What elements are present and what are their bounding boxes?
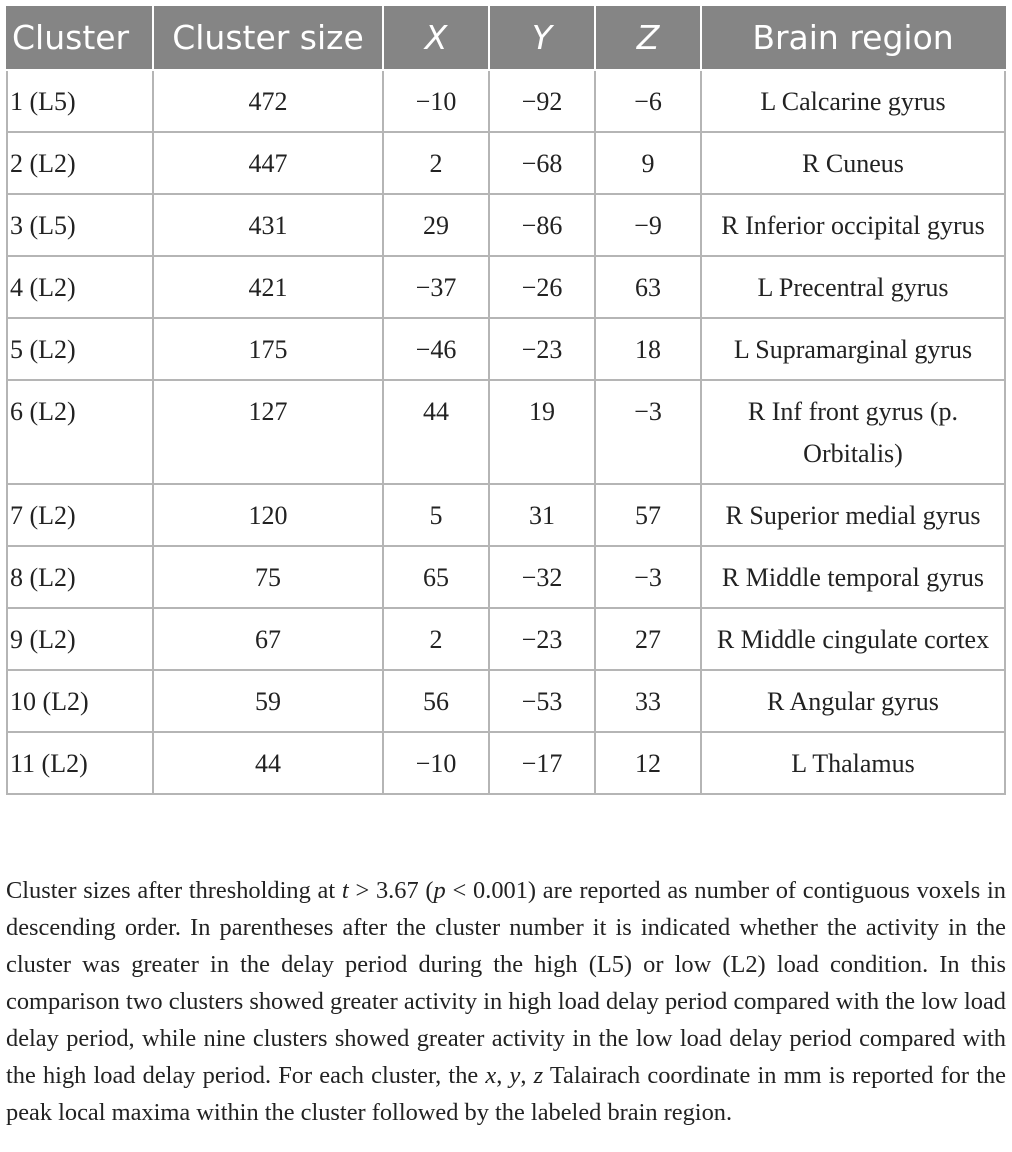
- cell-cluster-size: 421: [153, 256, 383, 318]
- cell-x: 44: [383, 380, 489, 484]
- cell-cluster-size: 120: [153, 484, 383, 546]
- caption-text: Talairach coordinate in mm is reported for the peak local maxima within the cluster followed by the labeled brain region.: [6, 1062, 1007, 1127]
- cell-x: −10: [383, 70, 489, 132]
- cell-brain-region: R Middle temporal gyrus: [701, 546, 1005, 608]
- caption-x-symbol: x: [485, 1062, 497, 1090]
- cell-y: −92: [489, 70, 595, 132]
- caption-text: > 3.67 (: [348, 877, 434, 905]
- cell-brain-region: R Superior medial gyrus: [701, 484, 1005, 546]
- caption-text: Cluster sizes after thresholding at: [6, 877, 342, 905]
- cell-cluster: 6 (L2): [7, 380, 153, 484]
- cell-cluster-size: 59: [153, 670, 383, 732]
- cell-cluster: 10 (L2): [7, 670, 153, 732]
- cell-z: −6: [595, 70, 701, 132]
- header-cluster-size: Cluster size: [153, 6, 383, 70]
- cell-brain-region: L Precentral gyrus: [701, 256, 1005, 318]
- caption-t-symbol: t: [341, 877, 349, 905]
- cell-y: 31: [489, 484, 595, 546]
- table-body: [7, 70, 1005, 794]
- caption-text: ,: [496, 1062, 510, 1090]
- cell-y: −86: [489, 194, 595, 256]
- table-row: [7, 132, 1005, 194]
- cell-cluster-size: 75: [153, 546, 383, 608]
- cell-cluster-size: 44: [153, 732, 383, 794]
- cell-x: 29: [383, 194, 489, 256]
- table-caption: [6, 872, 1006, 1131]
- cell-z: 12: [595, 732, 701, 794]
- header-brain-region: Brain region: [701, 6, 1005, 70]
- caption-y-symbol: y: [509, 1062, 521, 1090]
- cell-y: −26: [489, 256, 595, 318]
- header-z: Z: [595, 6, 701, 70]
- cell-x: −37: [383, 256, 489, 318]
- cell-cluster-size: 175: [153, 318, 383, 380]
- cell-y: −32: [489, 546, 595, 608]
- table-row: [7, 380, 1005, 484]
- cell-cluster: 5 (L2): [7, 318, 153, 380]
- cell-brain-region: R Cuneus: [701, 132, 1005, 194]
- cell-cluster: 2 (L2): [7, 132, 153, 194]
- cell-z: −3: [595, 380, 701, 484]
- cell-cluster-size: 431: [153, 194, 383, 256]
- table-row: [7, 484, 1005, 546]
- cell-cluster-size: 472: [153, 70, 383, 132]
- cell-y: −23: [489, 318, 595, 380]
- cell-brain-region: L Supramarginal gyrus: [701, 318, 1005, 380]
- header-cluster: Cluster: [7, 6, 153, 70]
- cell-cluster: 9 (L2): [7, 608, 153, 670]
- cell-y: −53: [489, 670, 595, 732]
- cell-x: −10: [383, 732, 489, 794]
- cell-x: 2: [383, 132, 489, 194]
- cell-cluster-size: 127: [153, 380, 383, 484]
- caption-z-symbol: z: [533, 1062, 544, 1090]
- cell-x: 56: [383, 670, 489, 732]
- cell-cluster: 7 (L2): [7, 484, 153, 546]
- table-row: [7, 732, 1005, 794]
- cell-z: 33: [595, 670, 701, 732]
- cell-cluster: 8 (L2): [7, 546, 153, 608]
- header-y: Y: [489, 6, 595, 70]
- cluster-table: [6, 6, 1006, 795]
- table-row: [7, 256, 1005, 318]
- cell-brain-region: L Thalamus: [701, 732, 1005, 794]
- cell-brain-region: R Angular gyrus: [701, 670, 1005, 732]
- table-row: [7, 318, 1005, 380]
- cell-brain-region: R Inferior occipital gyrus: [701, 194, 1005, 256]
- cell-x: 5: [383, 484, 489, 546]
- cell-cluster: 3 (L5): [7, 194, 153, 256]
- cell-z: 63: [595, 256, 701, 318]
- cell-z: 18: [595, 318, 701, 380]
- cluster-table-container: [6, 6, 1004, 795]
- table-row: [7, 608, 1005, 670]
- cell-cluster: 1 (L5): [7, 70, 153, 132]
- cell-z: 57: [595, 484, 701, 546]
- cell-brain-region: R Inf front gyrus (p. Orbitalis): [701, 380, 1005, 484]
- table-row: [7, 194, 1005, 256]
- cell-z: 9: [595, 132, 701, 194]
- cell-y: −68: [489, 132, 595, 194]
- caption-p-symbol: p: [433, 877, 446, 905]
- caption-text: ,: [520, 1062, 534, 1090]
- cell-cluster-size: 67: [153, 608, 383, 670]
- cell-x: −46: [383, 318, 489, 380]
- table-row: [7, 546, 1005, 608]
- cell-y: −17: [489, 732, 595, 794]
- header-x: X: [383, 6, 489, 70]
- cell-x: 2: [383, 608, 489, 670]
- table-header-row: [7, 6, 1005, 70]
- cell-cluster: 4 (L2): [7, 256, 153, 318]
- cell-brain-region: L Calcarine gyrus: [701, 70, 1005, 132]
- cell-cluster-size: 447: [153, 132, 383, 194]
- cell-z: −3: [595, 546, 701, 608]
- table-row: [7, 70, 1005, 132]
- cell-y: −23: [489, 608, 595, 670]
- cell-brain-region: R Middle cingulate cortex: [701, 608, 1005, 670]
- cell-cluster: 11 (L2): [7, 732, 153, 794]
- caption-text: < 0.001) are reported as number of contiguous voxels in descending order. In parentheses after the cluster number it is indicated whether the activity in the cluster was greater in the delay period during the high (L5) or low (L2) load condition. In this comparison two clusters showed greater activity in high load delay period compared with the low load delay period, while nine clusters showed greater activity in the low load delay period compared with the high load delay period. For each cluster, the: [6, 877, 1007, 1090]
- cell-z: −9: [595, 194, 701, 256]
- table-row: [7, 670, 1005, 732]
- cell-y: 19: [489, 380, 595, 484]
- cell-z: 27: [595, 608, 701, 670]
- cell-x: 65: [383, 546, 489, 608]
